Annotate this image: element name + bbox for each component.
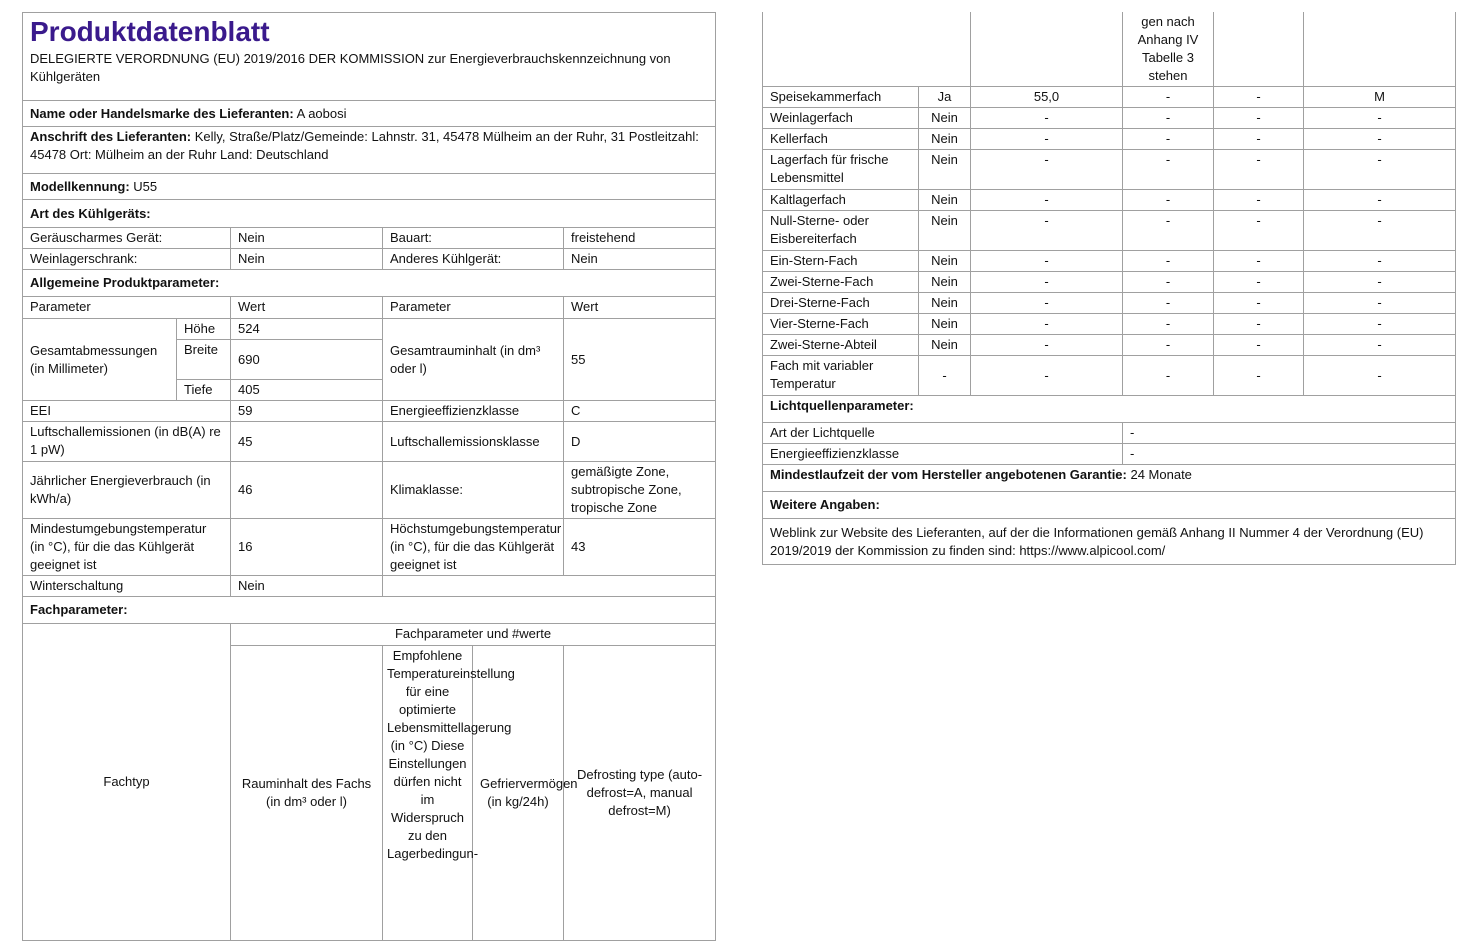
- cell: Fachparameter und #werte: [231, 624, 716, 646]
- section-heading: Weitere Angaben:: [763, 492, 1456, 519]
- cell: Nein: [919, 108, 971, 129]
- cell: Anderes Kühlgerät:: [383, 249, 564, 270]
- cell: Nein: [919, 251, 971, 272]
- compartment-row: [763, 314, 1456, 335]
- cell: Weinlagerschrank:: [23, 249, 231, 270]
- cell: -: [1123, 272, 1214, 293]
- cell: Wert: [231, 297, 383, 319]
- weblink-text: Weblink zur Website des Lieferanten, auf der die Informationen gemäß Anhang II Nummer 4 der Verordnung (EU) 2019/2019 der Kommission zu finden sind: https://www.alpicool.com/: [763, 519, 1456, 565]
- table-row: [23, 228, 716, 249]
- cell: -: [971, 150, 1123, 190]
- value: U55: [133, 178, 158, 194]
- cell: Defrosting type (auto-defrost=A, manual defrost=M): [564, 646, 716, 941]
- cell: Nein: [231, 249, 383, 270]
- warranty-row: Mindestlaufzeit der vom Hersteller angebotenen Garantie: 24 Monate: [763, 465, 1456, 492]
- cell: Nein: [919, 335, 971, 356]
- cell: -: [1214, 108, 1304, 129]
- cell: Nein: [919, 314, 971, 335]
- cell: -: [1123, 190, 1214, 211]
- cell: Nein: [919, 272, 971, 293]
- cell: Gefriervermögen (in kg/24h): [473, 646, 564, 941]
- cell: Luftschallemissionsklasse: [383, 422, 564, 462]
- cell: -: [971, 293, 1123, 314]
- cell: Jährlicher Energieverbrauch (in kWh/a): [23, 462, 231, 519]
- cell: -: [1123, 293, 1214, 314]
- product-datasheet-right: [762, 12, 1456, 565]
- empty-cell: [383, 576, 716, 597]
- cell: -: [971, 129, 1123, 150]
- empty-cell: [763, 12, 971, 87]
- value: A aobosi: [296, 105, 347, 121]
- cell: -: [1214, 251, 1304, 272]
- cell: -: [1304, 251, 1456, 272]
- cell: Breite: [177, 340, 231, 380]
- cell: Klimaklasse:: [383, 462, 564, 519]
- cell: -: [1304, 335, 1456, 356]
- cell: -: [1123, 211, 1214, 251]
- compartment-row: [763, 335, 1456, 356]
- cell: -: [1123, 335, 1214, 356]
- cell: -: [1123, 129, 1214, 150]
- section-heading: Lichtquellenparameter:: [763, 396, 1456, 423]
- cell: -: [1123, 251, 1214, 272]
- cell: Wert: [564, 297, 716, 319]
- cell: Nein: [919, 190, 971, 211]
- cell: Nein: [919, 150, 971, 190]
- cell: -: [1214, 190, 1304, 211]
- cell: freistehend: [564, 228, 716, 249]
- cell: -: [1304, 314, 1456, 335]
- cell: -: [1304, 272, 1456, 293]
- cell: -: [1214, 87, 1304, 108]
- supplier-name-row: [23, 101, 716, 127]
- cell: Kellerfach: [763, 129, 919, 150]
- cell: Fach mit variabler Temperatur: [763, 356, 919, 396]
- cell: Höchstumgebungstemperatur (in °C), für die das Kühlgerät geeignet ist: [383, 519, 564, 576]
- table-row: [23, 576, 716, 597]
- value: Kelly, Straße/Platz/Gemeinde: Lahnstr. 31, 45478 Mülheim an der Ruhr, 31 Postleitzahl: 45478 Ort: Mülheim an der Ruhr Land: Deutschland: [30, 129, 699, 162]
- section-heading: Fachparameter:: [23, 597, 716, 624]
- table-row: [23, 401, 716, 422]
- cell: Drei-Sterne-Fach: [763, 293, 919, 314]
- compartment-row: [763, 272, 1456, 293]
- cell: Bauart:: [383, 228, 564, 249]
- cell: 55,0: [971, 87, 1123, 108]
- cell: D: [564, 422, 716, 462]
- table-row: [23, 249, 716, 270]
- compartment-row: [763, 108, 1456, 129]
- cell: Nein: [919, 211, 971, 251]
- compartment-row: [763, 150, 1456, 190]
- cell: 690: [231, 340, 383, 380]
- cell: Höhe: [177, 319, 231, 340]
- cell: -: [1304, 211, 1456, 251]
- cell: -: [1214, 335, 1304, 356]
- cell: Parameter: [23, 297, 231, 319]
- cell: Winterschaltung: [23, 576, 231, 597]
- cell: Tiefe: [177, 380, 231, 401]
- cell: Rauminhalt des Fachs (in dm³ oder l): [231, 646, 383, 941]
- model-row: [23, 174, 716, 200]
- cell: -: [1214, 356, 1304, 396]
- cell: -: [1304, 129, 1456, 150]
- cell: -: [971, 190, 1123, 211]
- cell: Speisekammerfach: [763, 87, 919, 108]
- cell: Gesamtabmessungen (in Millimeter): [23, 319, 177, 401]
- cell: 46: [231, 462, 383, 519]
- page-title: Produktdatenblatt: [30, 16, 270, 47]
- compartment-row: [763, 356, 1456, 396]
- cell: -: [1304, 190, 1456, 211]
- cell: Art der Lichtquelle: [763, 423, 1123, 444]
- cell: -: [919, 356, 971, 396]
- cell: -: [971, 108, 1123, 129]
- cell: Parameter: [383, 297, 564, 319]
- table-row: [763, 423, 1456, 444]
- header-cell: [23, 13, 716, 101]
- cell: Nein: [231, 228, 383, 249]
- cell: -: [1123, 87, 1214, 108]
- label: Name oder Handelsmarke des Lieferanten:: [30, 105, 294, 121]
- cell: Nein: [919, 129, 971, 150]
- cell: -: [1123, 444, 1456, 465]
- cell: Lagerfach für frische Lebensmittel: [763, 150, 919, 190]
- cell: -: [1123, 314, 1214, 335]
- cell: Geräuscharmes Gerät:: [23, 228, 231, 249]
- cell: Ja: [919, 87, 971, 108]
- compartment-row: [763, 87, 1456, 108]
- regulation-text: DELEGIERTE VERORDNUNG (EU) 2019/2016 DER KOMMISSION zur Energieverbrauchskennzeichnung von Kühlgeräten: [30, 51, 671, 84]
- cell: Gesamtrauminhalt (in dm³ oder l): [383, 319, 564, 401]
- cell: Nein: [564, 249, 716, 270]
- compartment-row: [763, 211, 1456, 251]
- cell: Mindestumgebungstemperatur (in °C), für die das Kühlgerät geeignet ist: [23, 519, 231, 576]
- cell: Ein-Stern-Fach: [763, 251, 919, 272]
- compartment-row: [763, 190, 1456, 211]
- cell: Luftschallemissionen (in dB(A) re 1 pW): [23, 422, 231, 462]
- cell: 16: [231, 519, 383, 576]
- cell: Nein: [231, 576, 383, 597]
- compartment-row: [763, 129, 1456, 150]
- cell: -: [1214, 129, 1304, 150]
- cell: C: [564, 401, 716, 422]
- cell: -: [1123, 108, 1214, 129]
- cell: -: [1214, 314, 1304, 335]
- cell: 55: [564, 319, 716, 401]
- cell: -: [1214, 272, 1304, 293]
- cell: Energieeffizienzklasse: [383, 401, 564, 422]
- cell: -: [1304, 150, 1456, 190]
- table-row: [763, 444, 1456, 465]
- table-header-row: [23, 297, 716, 319]
- label: Anschrift des Lieferanten:: [30, 129, 192, 144]
- cell: Fachtyp: [23, 624, 231, 941]
- table-row: [23, 462, 716, 519]
- cell: 59: [231, 401, 383, 422]
- cell: 405: [231, 380, 383, 401]
- product-datasheet-left: [22, 12, 716, 941]
- cell: Null-Sterne- oder Eisbereiterfach: [763, 211, 919, 251]
- cell: -: [1304, 108, 1456, 129]
- cell: -: [1123, 423, 1456, 444]
- cell: -: [1214, 293, 1304, 314]
- cell: -: [971, 356, 1123, 396]
- cell: gen nach Anhang IV Tabelle 3 stehen: [1123, 12, 1214, 87]
- cell: 45: [231, 422, 383, 462]
- cell: 524: [231, 319, 383, 340]
- cell: -: [971, 335, 1123, 356]
- table-row: [23, 519, 716, 576]
- empty-cell: [971, 12, 1123, 87]
- cell: -: [1304, 356, 1456, 396]
- cell: EEI: [23, 401, 231, 422]
- cell: -: [1304, 293, 1456, 314]
- cell: Weinlagerfach: [763, 108, 919, 129]
- cell: Zwei-Sterne-Abteil: [763, 335, 919, 356]
- cell: Empfohlene Temperatureinstellung für eine optimierte Lebensmittellagerung (in °C) Diese Einstellungen dürfen nicht im Widerspruch zu den Lagerbedingun-: [383, 646, 473, 941]
- supplier-address-row: [23, 127, 716, 174]
- cell: -: [971, 211, 1123, 251]
- cell: Energieeffizienzklasse: [763, 444, 1123, 465]
- empty-cell: [1304, 12, 1456, 87]
- cell: Zwei-Sterne-Fach: [763, 272, 919, 293]
- cell: gemäßigte Zone, subtropische Zone, tropische Zone: [564, 462, 716, 519]
- cell: -: [1214, 150, 1304, 190]
- table-row: [23, 422, 716, 462]
- cell: Vier-Sterne-Fach: [763, 314, 919, 335]
- section-heading: Art des Kühlgeräts:: [23, 200, 716, 228]
- cell: -: [971, 251, 1123, 272]
- compartment-row: [763, 251, 1456, 272]
- cell: -: [1214, 211, 1304, 251]
- cell: Kaltlagerfach: [763, 190, 919, 211]
- cell: Nein: [919, 293, 971, 314]
- cell: -: [1123, 150, 1214, 190]
- cell: -: [1123, 356, 1214, 396]
- compartment-row: [763, 293, 1456, 314]
- cell: -: [971, 272, 1123, 293]
- label: Modellkennung:: [30, 178, 130, 194]
- cell: 43: [564, 519, 716, 576]
- cell: M: [1304, 87, 1456, 108]
- empty-cell: [1214, 12, 1304, 87]
- section-heading: Allgemeine Produktparameter:: [23, 270, 716, 297]
- cell: -: [971, 314, 1123, 335]
